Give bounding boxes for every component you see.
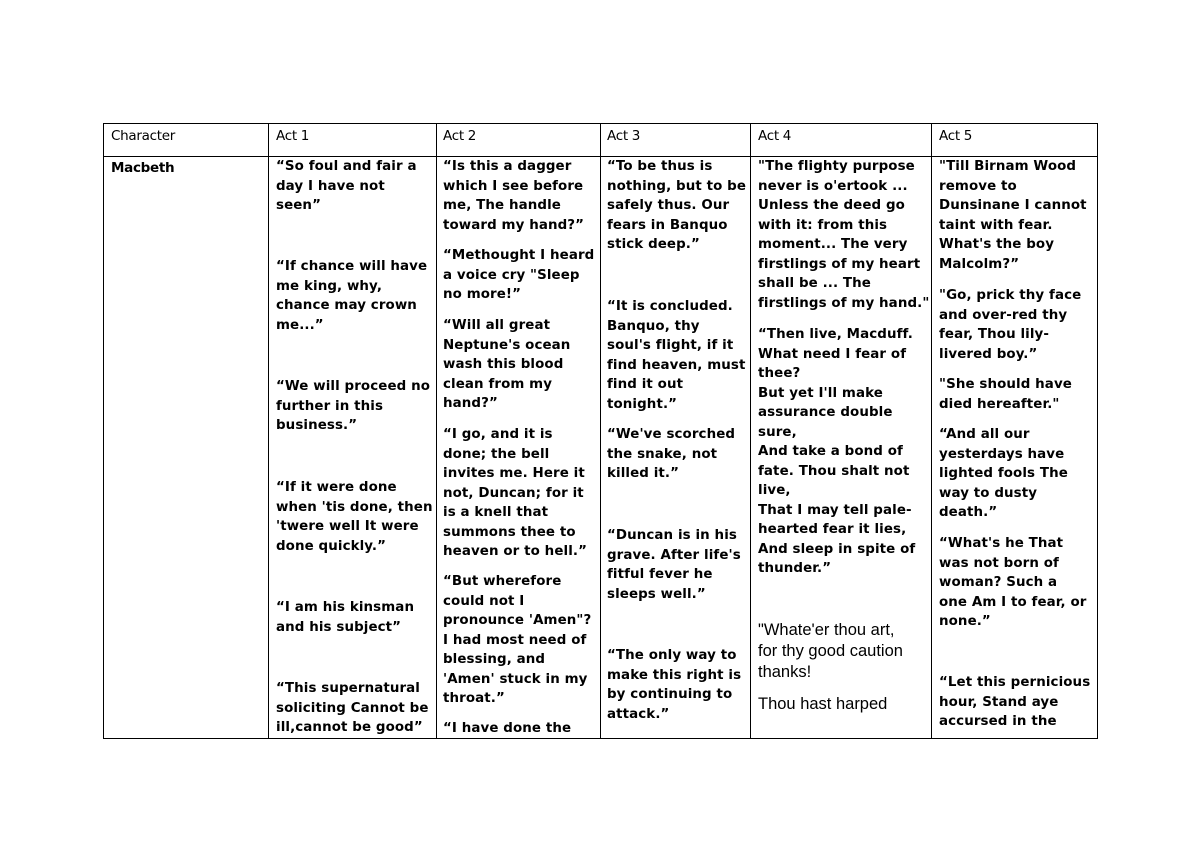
quote: “Is this a dagger which I see before me, The handle toward my hand?”	[443, 159, 585, 233]
column-divider	[931, 124, 932, 738]
act-3-quotes	[607, 157, 750, 738]
quote: “But wherefore could not I pronounce 'Amen"? I had most need of blessing, and 'Amen' stuck in my throat.”	[443, 574, 592, 706]
quote: “Methought I heard a voice cry "Sleep no more!”	[443, 248, 595, 302]
quote: “Duncan is in his grave. After life's fitful fever he sleeps well.”	[607, 528, 741, 602]
quote: “I have done the	[443, 721, 572, 736]
quote: “Will all great Neptune's ocean wash this blood clean from my hand?”	[443, 318, 571, 411]
character-name: Macbeth	[111, 160, 175, 176]
quote: “This supernatural soliciting Cannot be ill,cannot be good”	[276, 681, 429, 735]
column-divider	[436, 124, 437, 738]
quote: “If chance will have me king, why, chance may crown me...”	[276, 259, 428, 333]
macbeth-quotes-table	[103, 123, 1098, 739]
quote: “Let this pernicious hour, Stand aye accursed in the	[939, 675, 1091, 729]
header-act-3: Act 3	[607, 128, 641, 144]
quote: “And all our yesterdays have lighted fools The way to dusty death.”	[939, 427, 1068, 520]
quote: Thou hast harped	[758, 695, 888, 713]
quote: “What's he That was not born of woman? Such a one Am I to fear, or none.”	[939, 536, 1087, 629]
header-character: Character	[111, 128, 175, 144]
quote: “If it were done when 'tis done, then 'twere well It were done quickly.”	[276, 480, 433, 554]
column-divider	[268, 124, 269, 738]
header-act-4: Act 4	[758, 128, 792, 144]
quote: “We've scorched the snake, not killed it.”	[607, 427, 736, 481]
header-act-1: Act 1	[276, 128, 310, 144]
column-divider	[600, 124, 601, 738]
act-5-quotes	[939, 157, 1099, 738]
quote: "Whate'er thou art, for thy good caution thanks!	[758, 621, 903, 681]
quote: "She should have died hereafter."	[939, 377, 1072, 412]
quote: "Go, prick thy face and over-red thy fear, Thou lily- livered boy.”	[939, 288, 1082, 362]
header-act-5: Act 5	[939, 128, 973, 144]
quote: “We will proceed no further in this business.”	[276, 379, 431, 433]
quote: “I go, and it is done; the bell invites me. Here it not, Duncan; for it is a knell that summons thee to heaven or to hell.”	[443, 427, 587, 559]
quote: “To be thus is nothing, but to be safely thus. Our fears in Banquo stick deep.”	[607, 159, 747, 252]
quote: "Till Birnam Wood remove to Dunsinane I cannot taint with fear. What's the boy Malcolm?”	[939, 159, 1087, 272]
quote: “Then live, Macduff. What need I fear of thee? But yet I'll make assurance double sure, And take a bond of fate. Thou shalt not live, That I may tell pale- hearted fear it lies, And sleep in spite of thunder.”	[758, 327, 916, 576]
quote: “So foul and fair a day I have not seen”	[276, 159, 417, 213]
header-act-2: Act 2	[443, 128, 477, 144]
column-divider	[750, 124, 751, 738]
quote: "The flighty purpose never is o'ertook ... Unless the deed go with it: from this moment... The very firstlings of my heart shall be ... The firstlings of my hand."	[758, 159, 930, 311]
act-1-quotes	[276, 157, 434, 738]
quote: “The only way to make this right is by continuing to attack.”	[607, 648, 742, 722]
act-4-quotes	[758, 157, 930, 738]
quote: “It is concluded. Banquo, thy soul's flight, if it find heaven, must find it out tonight.”	[607, 299, 746, 412]
quote: “I am his kinsman and his subject”	[276, 600, 415, 635]
act-2-quotes	[443, 157, 599, 738]
